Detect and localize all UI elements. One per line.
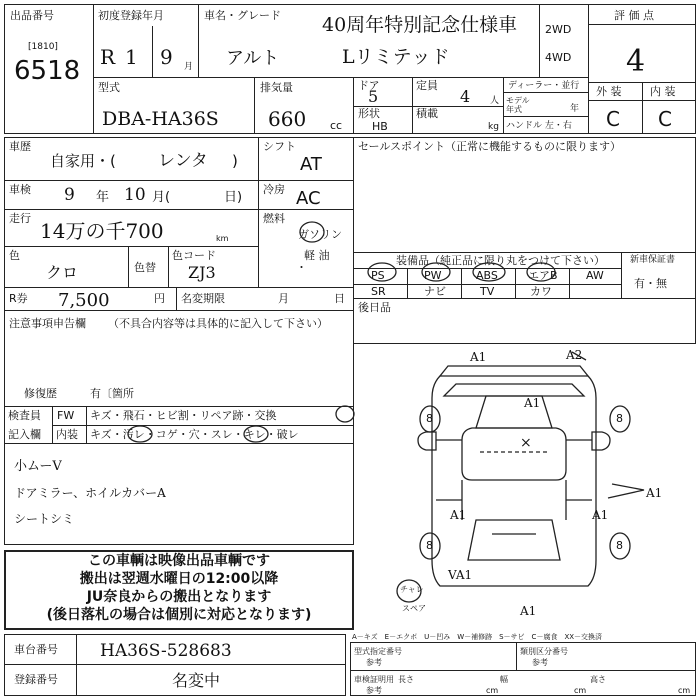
model: DBA-HA36S xyxy=(102,108,219,130)
color-code-label: 色コード xyxy=(172,249,216,262)
inspector-label-2: 記入欄 xyxy=(8,428,41,441)
name-change-label: 名変期限 xyxy=(181,292,225,305)
equip-airbag: エアB xyxy=(528,269,558,282)
first-reg-month: 9 xyxy=(160,45,173,69)
category-ref: 参考 xyxy=(532,658,548,667)
equip-abs: ABS xyxy=(476,269,498,282)
diag-mark-8: A1 xyxy=(520,604,537,618)
notes-hint: （不具合内容等は具体的に記入して下さい） xyxy=(108,317,328,330)
equip-leather: カワ xyxy=(530,285,552,298)
inspector-note-2: ドアミラー、ホイルカバーA xyxy=(14,486,166,500)
diag-mark-6: A1 xyxy=(592,508,609,522)
notice-line-3: JU奈良からの搬出となります xyxy=(86,589,272,605)
equip-aw: AW xyxy=(586,269,604,282)
equip-tv: TV xyxy=(480,285,495,298)
model-year-label: モデル年式 xyxy=(506,96,530,114)
person-unit: 人 xyxy=(490,96,500,106)
capacity: 4 xyxy=(460,87,471,106)
later-label: 後日品 xyxy=(358,301,391,314)
lot-no-label: 出品番号 xyxy=(10,9,54,22)
equipment-title: 装備品（純正品に限り丸をつけて下さい） xyxy=(396,254,605,267)
cert2-label: 車検証明用 xyxy=(354,675,394,684)
tire-fr: 8 xyxy=(616,412,623,425)
category-label: 類別区分番号 xyxy=(520,647,568,656)
history-label: 車歴 xyxy=(9,140,31,153)
width-unit: cm xyxy=(574,686,587,695)
width-label: 幅 xyxy=(500,675,508,684)
history-value: レンタ xyxy=(158,151,208,171)
reg-label: 登録番号 xyxy=(14,673,58,686)
fuel-gasoline: ガソリン xyxy=(298,228,342,241)
displacement: 660 xyxy=(268,107,307,131)
notice-line-1: この車輌は映像出品車輌です xyxy=(88,553,270,569)
lot-no: 6518 xyxy=(14,56,81,86)
diag-cross: × xyxy=(520,435,532,451)
spare-label: チャレ xyxy=(400,585,424,594)
equip-sr: SR xyxy=(371,285,386,298)
shift: AT xyxy=(300,154,322,175)
inspection-label: 車検 xyxy=(9,183,31,196)
special-edition: 40周年特別記念仕様車 xyxy=(322,14,518,36)
notice-line-2: 搬出は翌週水曜日の12:00以降 xyxy=(79,571,279,587)
name-change-month: 月 xyxy=(278,292,289,305)
interior-label: 内装 xyxy=(56,428,78,441)
tire-fl: 8 xyxy=(426,412,433,425)
drive-2wd: 2WD xyxy=(545,23,572,36)
repaint-label: 色替 xyxy=(134,261,156,274)
dealer-label: ディーラー・並行 xyxy=(508,81,580,91)
handle-label: ハンドル 左・右 xyxy=(506,121,572,131)
shape-label: 形状 xyxy=(358,107,380,120)
diag-mark-1: A1 xyxy=(470,350,487,364)
fw-items: キズ・飛石・ヒビ割・リペア跡・交換 xyxy=(90,409,277,422)
ac-label: 冷房 xyxy=(263,183,285,196)
mileage: 14万の千700 xyxy=(40,219,164,243)
shape: HB xyxy=(372,120,388,133)
history-suffix: ) xyxy=(232,152,238,170)
equip-pw: PW xyxy=(424,269,442,282)
diag-mark-2: A2 xyxy=(566,348,583,362)
fuel-dot: ・ xyxy=(296,261,307,274)
history-prefix: 自家用・( xyxy=(50,152,116,170)
first-reg-era: R xyxy=(100,45,116,69)
fuel-label: 燃料 xyxy=(263,212,285,225)
diag-mark-3: A1 xyxy=(524,396,541,410)
displacement-label: 排気量 xyxy=(260,81,293,94)
inspector-note-1: 小ムーV xyxy=(14,459,62,474)
length-unit: cm xyxy=(486,686,499,695)
new-warranty-label: 新車保証書 xyxy=(630,255,676,265)
warranty-value: 有・無 xyxy=(634,277,667,290)
fw-label: FW xyxy=(57,409,75,422)
height-unit: cm xyxy=(678,686,691,695)
name-grade-label: 車名・グレード xyxy=(204,9,281,22)
height-label: 高さ xyxy=(590,675,606,684)
ac: AC xyxy=(296,188,321,209)
year-unit: 年 xyxy=(570,104,580,114)
interior-grade: C xyxy=(658,107,672,131)
equip-navi: ナビ xyxy=(424,285,446,298)
exterior-label: 外 装 xyxy=(596,85,622,98)
diag-mark-5: A1 xyxy=(450,508,467,522)
lot-prefix: [1810] xyxy=(28,42,58,52)
equip-ps: PS xyxy=(371,269,385,282)
kg-unit: kg xyxy=(488,122,499,132)
interior-items: キズ・汚レ・コゲ・穴・スレ・キレ・破レ xyxy=(90,428,299,441)
cert-ref: 参考 xyxy=(366,658,382,667)
inspection-year: 9 xyxy=(64,185,75,205)
sales-point-label: セールスポイント（正常に機能するものに限ります） xyxy=(358,140,622,153)
name-change-day: 日 xyxy=(334,292,345,305)
tire-rr: 8 xyxy=(616,539,623,552)
chassis-label: 車台番号 xyxy=(14,643,58,656)
shift-label: シフト xyxy=(263,140,296,153)
yen-unit: 円 xyxy=(154,292,165,305)
car-name: アルト xyxy=(226,48,280,69)
grade: Lリミテッド xyxy=(342,46,450,68)
month-unit: 月 xyxy=(184,62,194,72)
mileage-label: 走行 xyxy=(9,212,31,225)
diag-mark-4: A1 xyxy=(646,486,663,500)
diag-mark-7: VA1 xyxy=(448,568,473,582)
km-unit: km xyxy=(216,234,229,243)
drive-4wd: 4WD xyxy=(545,51,572,64)
inspection-year-unit: 年 xyxy=(96,190,110,205)
fuel-diesel: 軽 油 xyxy=(304,249,330,262)
cert-label: 型式指定番号 xyxy=(354,647,402,656)
inspector-label-1: 検査員 xyxy=(8,409,41,422)
score: 4 xyxy=(626,44,646,79)
score-label: 評 価 点 xyxy=(614,9,654,22)
inspector-note-3: シートシミ xyxy=(14,512,75,526)
exterior-grade: C xyxy=(606,107,620,131)
inspection-day-unit: 日) xyxy=(224,190,243,205)
reg-value: 名変中 xyxy=(172,671,221,690)
notes-label: 注意事項申告欄 xyxy=(9,317,86,330)
doors: 5 xyxy=(368,87,379,106)
color: クロ xyxy=(46,263,79,282)
first-reg-year: 1 xyxy=(125,45,138,69)
first-reg-label: 初度登録年月 xyxy=(98,9,164,22)
color-label: 色 xyxy=(9,249,20,262)
capacity-label: 定員 xyxy=(416,79,438,92)
damage-legend: A－キズ E－エクボ U－凹み W－補修跡 S－サビ C－腐食 XX－交換済 xyxy=(352,633,603,641)
repair-value: 有〔箇所 xyxy=(90,387,134,400)
doors-label: ドア xyxy=(358,79,380,92)
inspection-month-unit: 月( xyxy=(152,190,171,205)
cert2-ref: 参考 xyxy=(366,686,382,695)
recycle-label: R券 xyxy=(9,292,28,305)
color-code: ZJ3 xyxy=(188,263,216,282)
chassis: HA36S-528683 xyxy=(100,641,232,661)
load-label: 積載 xyxy=(416,107,438,120)
repair-label: 修復歴 xyxy=(24,387,57,400)
model-label: 型式 xyxy=(98,81,120,94)
notice-line-4: (後日落札の場合は個別に対応となります) xyxy=(46,607,312,623)
length-label: 長さ xyxy=(398,675,414,684)
spare-sub: スペア xyxy=(402,604,426,613)
inspection-month: 10 xyxy=(124,185,146,205)
tire-rl: 8 xyxy=(426,539,433,552)
recycle-value: 7,500 xyxy=(58,290,110,311)
interior-label: 内 装 xyxy=(650,85,676,98)
cc-unit: cc xyxy=(330,119,343,132)
